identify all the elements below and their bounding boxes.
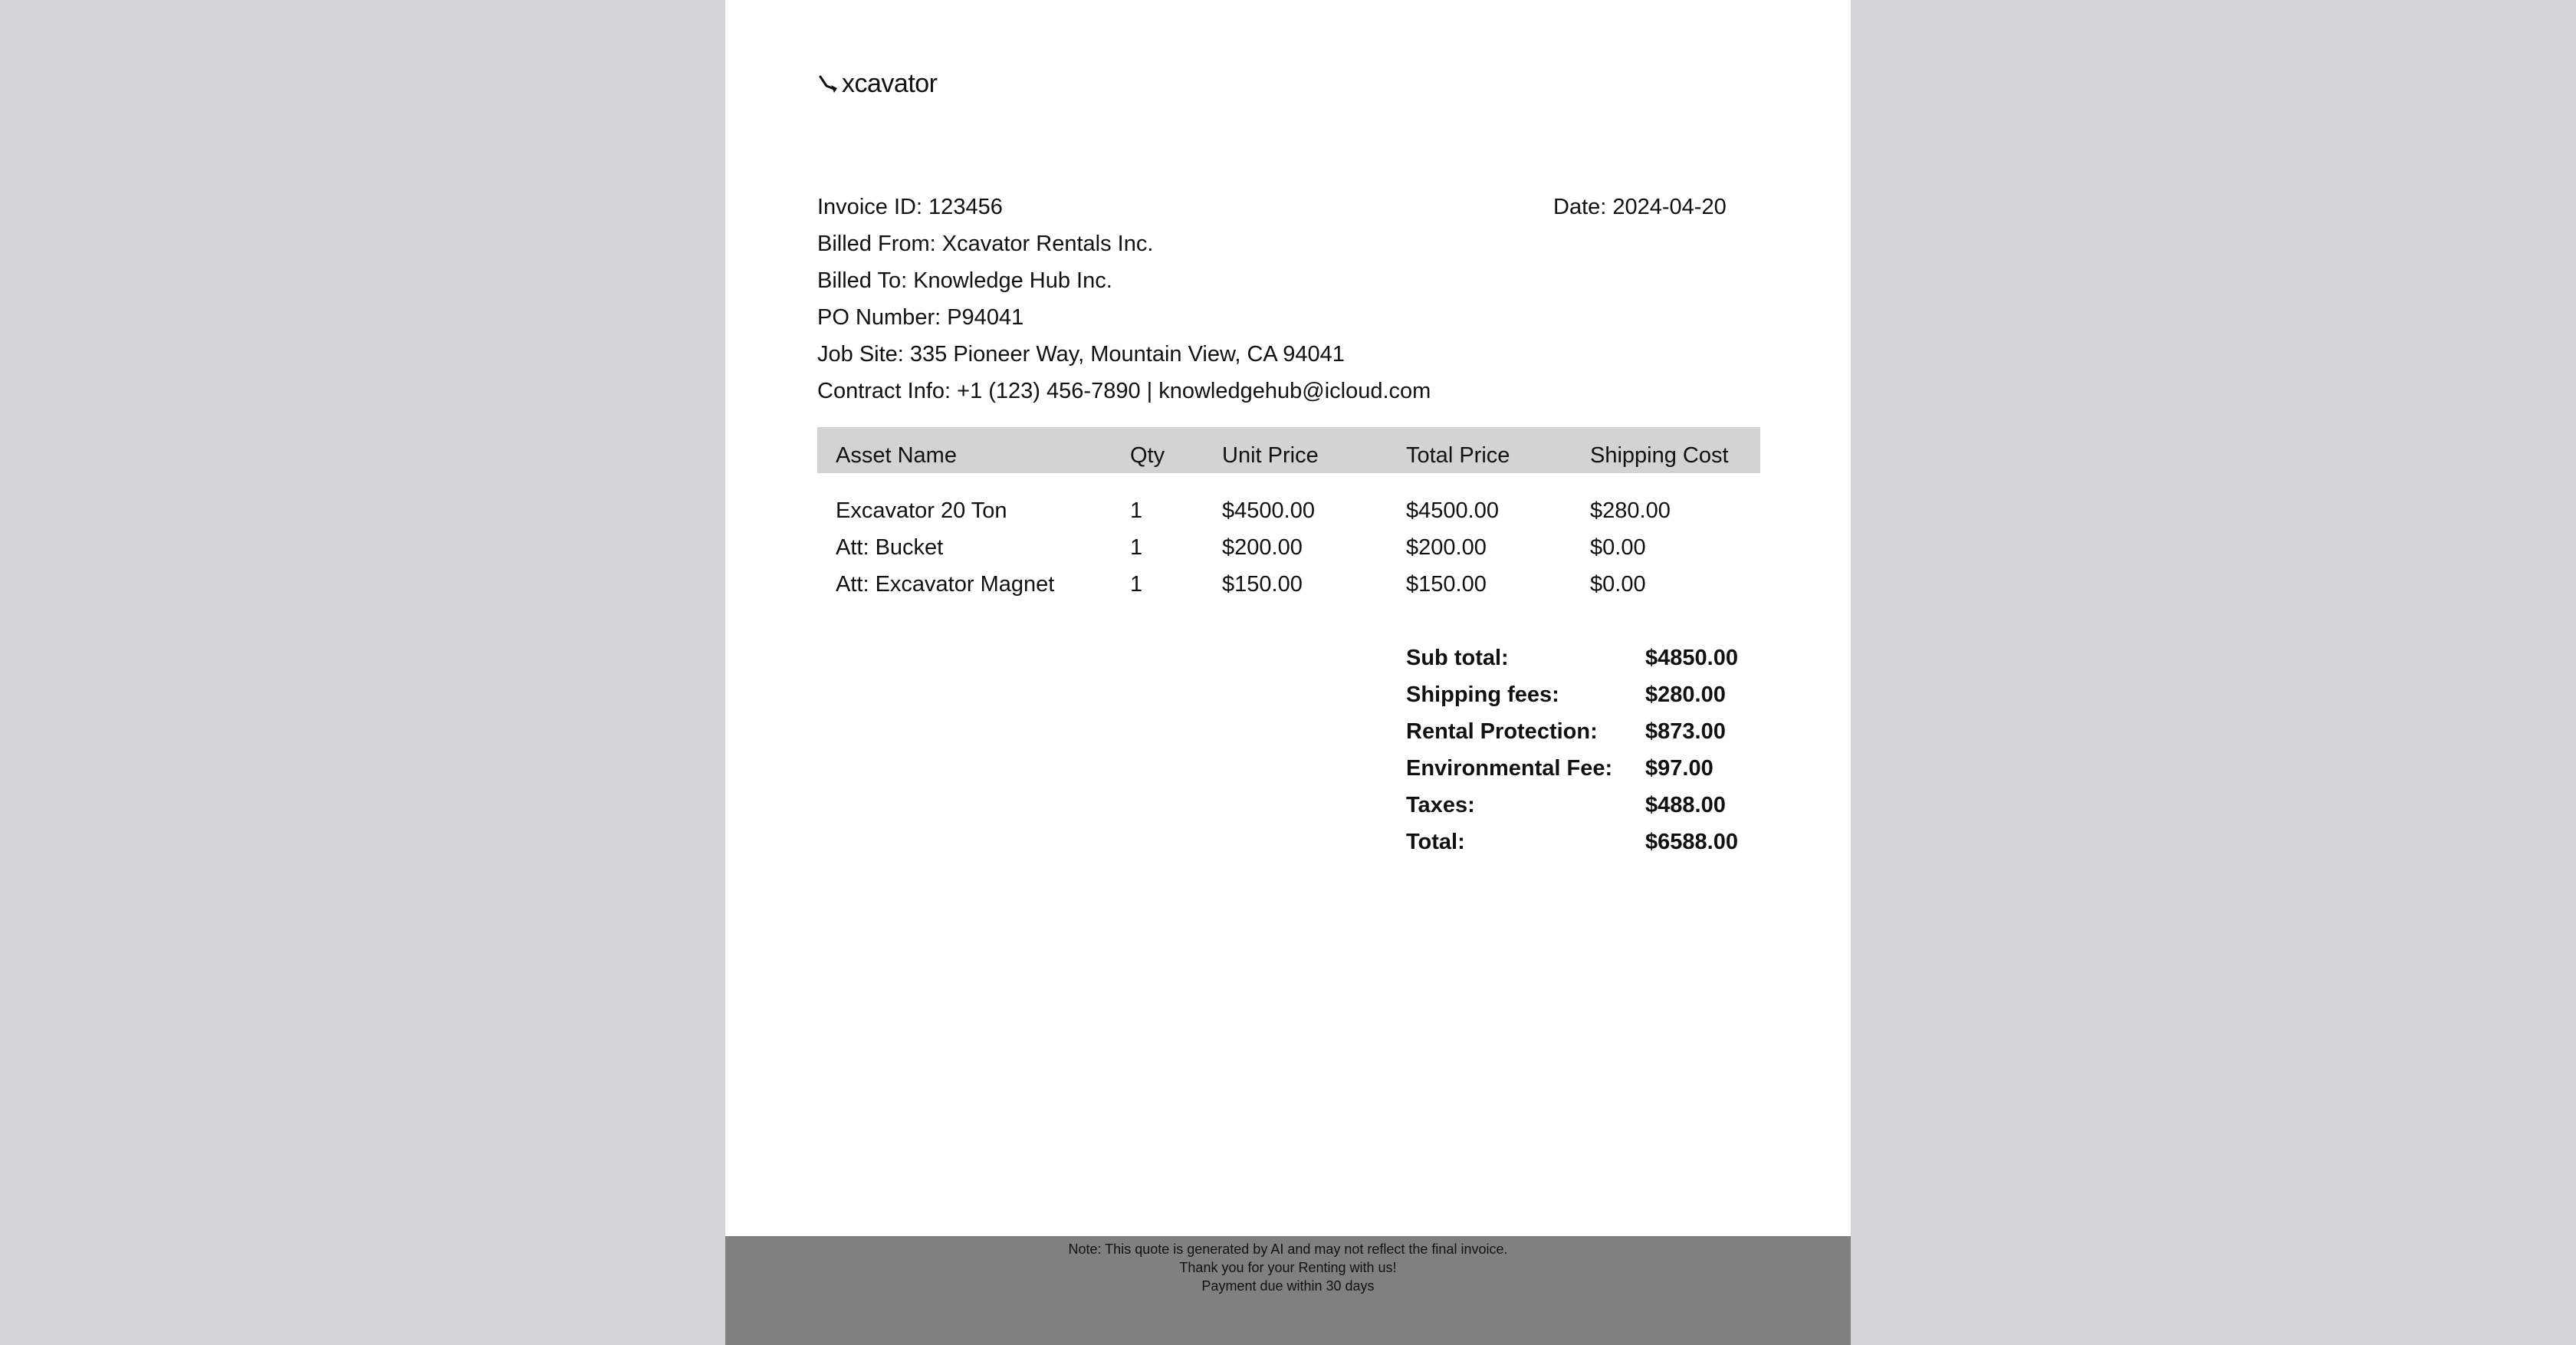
billed-to: Billed To: Knowledge Hub Inc. — [817, 268, 1112, 293]
environmental-fee-label: Environmental Fee: — [1406, 756, 1613, 781]
row-3-asset-name: Att: Excavator Magnet — [836, 572, 1055, 597]
total-value: $6588.00 — [1645, 830, 1738, 854]
invoice-footer — [725, 1236, 1851, 1345]
taxes-value: $488.00 — [1645, 793, 1726, 817]
footer-payment-terms: Payment due within 30 days — [1201, 1278, 1375, 1294]
row-1-total-price: $4500.00 — [1406, 498, 1499, 523]
row-3-unit-price: $150.00 — [1222, 572, 1303, 597]
header-total-price: Total Price — [1406, 443, 1510, 468]
row-1-unit-price: $4500.00 — [1222, 498, 1315, 523]
subtotal-label: Sub total: — [1406, 646, 1509, 670]
rental-protection-value: $873.00 — [1645, 719, 1726, 744]
row-2-qty: 1 — [1130, 535, 1143, 560]
shipping-fees-value: $280.00 — [1645, 682, 1726, 707]
footer-note: Note: This quote is generated by AI and may not reflect the final invoice. — [1068, 1241, 1508, 1257]
row-1-qty: 1 — [1130, 498, 1143, 523]
subtotal-value: $4850.00 — [1645, 646, 1738, 670]
environmental-fee-value: $97.00 — [1645, 756, 1714, 781]
invoice-date: Date: 2024-04-20 — [1553, 195, 1727, 219]
row-1-asset-name: Excavator 20 Ton — [836, 498, 1007, 523]
row-2-shipping-cost: $0.00 — [1590, 535, 1646, 560]
footer-thanks: Thank you for your Renting with us! — [1179, 1260, 1397, 1275]
shipping-fees-label: Shipping fees: — [1406, 682, 1559, 707]
row-2-total-price: $200.00 — [1406, 535, 1487, 560]
job-site: Job Site: 335 Pioneer Way, Mountain View, CA 94041 — [817, 342, 1345, 367]
header-unit-price: Unit Price — [1222, 443, 1319, 468]
row-3-qty: 1 — [1130, 572, 1143, 597]
rental-protection-label: Rental Protection: — [1406, 719, 1598, 744]
po-number: PO Number: P94041 — [817, 305, 1024, 330]
invoice-page — [725, 0, 1851, 1345]
row-1-shipping-cost: $280.00 — [1590, 498, 1671, 523]
company-logo — [817, 64, 938, 103]
row-2-asset-name: Att: Bucket — [836, 535, 944, 560]
billed-from: Billed From: Xcavator Rentals Inc. — [817, 232, 1154, 256]
header-asset-name: Asset Name — [836, 443, 957, 468]
total-label: Total: — [1406, 830, 1465, 854]
excavator-arm-icon — [817, 72, 840, 95]
row-3-shipping-cost: $0.00 — [1590, 572, 1646, 597]
header-shipping-cost: Shipping Cost — [1590, 443, 1729, 468]
invoice-id: Invoice ID: 123456 — [817, 195, 1003, 219]
row-2-unit-price: $200.00 — [1222, 535, 1303, 560]
contract-info: Contract Info: +1 (123) 456-7890 | knowledgehub@icloud.com — [817, 379, 1431, 403]
logo-wordmark: xcavator — [842, 68, 938, 98]
taxes-label: Taxes: — [1406, 793, 1475, 817]
row-3-total-price: $150.00 — [1406, 572, 1487, 597]
header-qty: Qty — [1130, 443, 1165, 468]
